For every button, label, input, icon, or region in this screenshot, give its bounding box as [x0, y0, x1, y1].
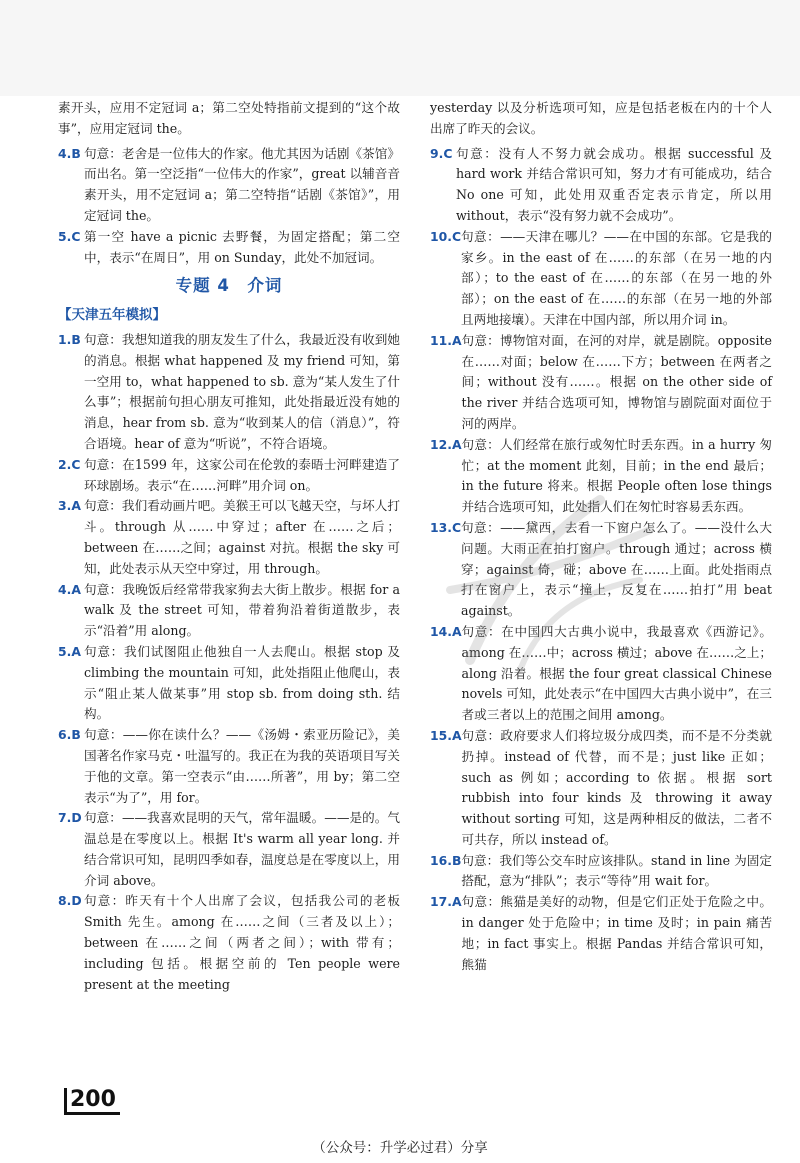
answer-item: [58, 808, 400, 891]
answer-explanation: 句意：在中国四大古典小说中，我最喜欢《西游记》。among 在……中；across 横过；above 在……之上；along 沿着。根据 the four great classical Chinese novels 可知，此处表示“在中国四大古典小说中”，在三者或三者以上的范围之间用 among。: [461, 623, 772, 723]
answer-explanation: 句意：没有人不努力就会成功。根据 successful 及 hard work 并结合常识可知，努力才有可能成功，结合 No one 可知，此处用双重否定表示肯定，所以用 without，表示“没有努力就不会成功”。: [456, 145, 772, 223]
answer-number: 15.A: [430, 727, 462, 743]
answer-item: [430, 435, 772, 518]
answer-explanation: 句意：昨天有十个人出席了会议，包括我公司的老板 Smith 先生。among 在……之间（三者及以上）；between 在……之间（两者之间）；with 带有；including 包括。根据空前的 Ten people were present at the meeting: [84, 893, 400, 992]
answer-item: [58, 455, 400, 497]
answer-item: [430, 892, 772, 975]
answer-item: [430, 144, 772, 227]
answer-number: 12.A: [430, 436, 462, 452]
answer-item: [430, 622, 772, 726]
answer-item: [430, 518, 772, 622]
answer-number: 17.A: [430, 894, 462, 910]
answer-number: 3.A: [58, 498, 81, 514]
continued-text: yesterday 以及分析选项可知，应是包括老板在内的十个人出席了昨天的会议。: [430, 100, 772, 136]
answer-number: 11.A: [430, 332, 462, 348]
right-column: [430, 98, 772, 975]
answer-number: 10.C: [430, 228, 462, 244]
footer-share-text: （公众号：升学必过君）分享: [312, 1140, 488, 1156]
section-title: 【天津五年模拟】: [58, 307, 166, 324]
answer-explanation: 句意：人们经常在旅行或匆忙时丢东西。in a hurry 匆忙；at the moment 此刻，目前；in the end 最后；in the future 将来。根据 People often lose things 并结合选项可知，此处指人们在匆忙时容易丢东西。: [461, 436, 772, 515]
answer-explanation: 句意：博物馆对面，在河的对岸，就是剧院。opposite 在……对面；below 在……下方；between 在两者之间；without 没有……。根据 on the other side of the river 并结合选项可知，博物馆与剧院面对面位于河的两岸。: [461, 332, 772, 431]
answer-explanation: 句意：我晚饭后经常带我家狗去大街上散步。根据 for a walk 及 the street 可知，带着狗沿着街道散步，表示“沿着”用 along。: [84, 581, 400, 639]
answer-item: [58, 891, 400, 995]
top-margin-band: [0, 0, 800, 96]
answer-explanation: 句意：我们等公交车时应该排队。stand in line 为固定搭配，意为“排队”；表示“等待”用 wait for。: [461, 852, 772, 889]
answer-item: [58, 580, 400, 642]
answer-explanation: 句意：——你在读什么？——《汤姆・索亚历险记》，美国著名作家马克・吐温写的。我正在为我的英语项目写关于他的文章。第一空表示“由……所著”，用 by；第二空表示“为了”，用 for。: [84, 727, 400, 805]
answer-number: 1.B: [58, 331, 81, 347]
left-column: [58, 98, 400, 995]
answer-explanation: 句意：老舍是一位伟大的作家。他尤其因为话剧《茶馆》而出名。第一空泛指“一位伟大的作家”，great 以辅音音素开头，用不定冠词 a；第二空特指“话剧《茶馆》”，用定冠词 the。: [84, 145, 400, 223]
continued-text: 素开头，应用不定冠词 a；第二空处特指前文提到的“这个故事”，应用定冠词 the。: [58, 100, 400, 136]
answer-number: 4.B: [58, 145, 81, 161]
answer-number: 8.D: [58, 893, 82, 909]
answer-explanation: 句意：——黛西，去看一下窗户怎么了。——没什么大问题。大雨正在拍打窗户。through 通过；across 横穿；against 倚，碰；above 在……上面。此处指雨点打在窗户上，表示“撞上，反复在……拍打”用 beat against。: [461, 519, 772, 619]
answer-explanation: 句意：——我喜欢昆明的天气，常年温暖。——是的。气温总是在零度以上。根据 It's warm all year long. 并结合常识可知，昆明四季如春，温度总是在零度以上，用介词 above。: [84, 810, 400, 888]
answer-explanation: 句意：我想知道我的朋友发生了什么，我最近没有收到她的消息。根据 what happened 及 my friend 可知，第一空用 to，what happened to sb. 意为“某人发生了什么事”；根据前句担心朋友可推知，此处指最近没有她的消息，hear from sb. 意为“收到某人的信（消息）”，符合语境。hear of 意为“听说”，不符合语境。: [84, 331, 400, 451]
answer-item: [430, 331, 772, 435]
answer-explanation: 第一空 have a picnic 去野餐，为固定搭配；第二空中，表示“在周日”，用 on Sunday，此处不加冠词。: [84, 228, 400, 265]
answer-explanation: 句意：——天津在哪儿？——在中国的东部。它是我的家乡。in the east of 在……的东部（在另一地的内部）；to the east of 在……的东部（在另一地的外部）；on the east of 在……的东部（在另一地的外部且两地接壤）。天津在中国内部，所以用介词 in。: [461, 228, 772, 327]
answer-item: [58, 330, 400, 455]
answer-item: [58, 227, 400, 269]
answer-explanation: 句意：在1599 年，这家公司在伦敦的泰晤士河畔建造了环球剧场。表示“在……河畔”用介词 on。: [84, 456, 400, 493]
answer-explanation: 句意：我们试图阻止他独自一人去爬山。根据 stop 及 climbing the mountain 可知，此处指阻止他爬山，表示“阻止某人做某事”用 stop sb. from doing sth. 结构。: [84, 643, 400, 722]
answer-item: [58, 144, 400, 227]
answer-item: [58, 725, 400, 808]
answer-item: [430, 227, 772, 331]
answer-item: [430, 851, 772, 893]
answer-number: 14.A: [430, 623, 462, 639]
answer-number: 6.B: [58, 727, 81, 743]
answer-number: 5.C: [58, 228, 81, 244]
page-number: 200: [64, 1088, 120, 1115]
answer-item: [58, 642, 400, 725]
answer-number: 4.A: [58, 581, 81, 597]
answer-number: 9.C: [430, 145, 453, 161]
answer-number: 5.A: [58, 643, 81, 659]
answer-explanation: 句意：政府要求人们将垃圾分成四类，而不是不分类就扔掉。instead of 代替，而不是；just like 正如；such as 例如；according to 依据。根据 sort rubbish into four kinds 及 throwing it away without sorting 可知，这是两种相反的做法，二者不可共存，所以 instead of。: [461, 727, 772, 847]
answer-item: [430, 726, 772, 851]
topic-title: 专题 4 介词: [175, 276, 283, 296]
answer-number: 7.D: [58, 810, 82, 826]
answer-item: [58, 496, 400, 579]
answer-number: 2.C: [58, 456, 81, 472]
answer-number: 13.C: [430, 519, 462, 535]
answer-explanation: 句意：我们看动画片吧。美猴王可以飞越天空，与坏人打斗。through 从……中穿过；after 在……之后；between 在……之间；against 对抗。根据 the sky 可知，此处表示从天空中穿过，用 through。: [84, 498, 400, 576]
answer-number: 16.B: [430, 852, 462, 868]
answer-explanation: 句意：熊猫是美好的动物，但是它们正处于危险之中。in danger 处于危险中；in time 及时；in pain 痛苦地；in fact 事实上。根据 Pandas 并结合常识可知，熊猫: [461, 894, 772, 972]
